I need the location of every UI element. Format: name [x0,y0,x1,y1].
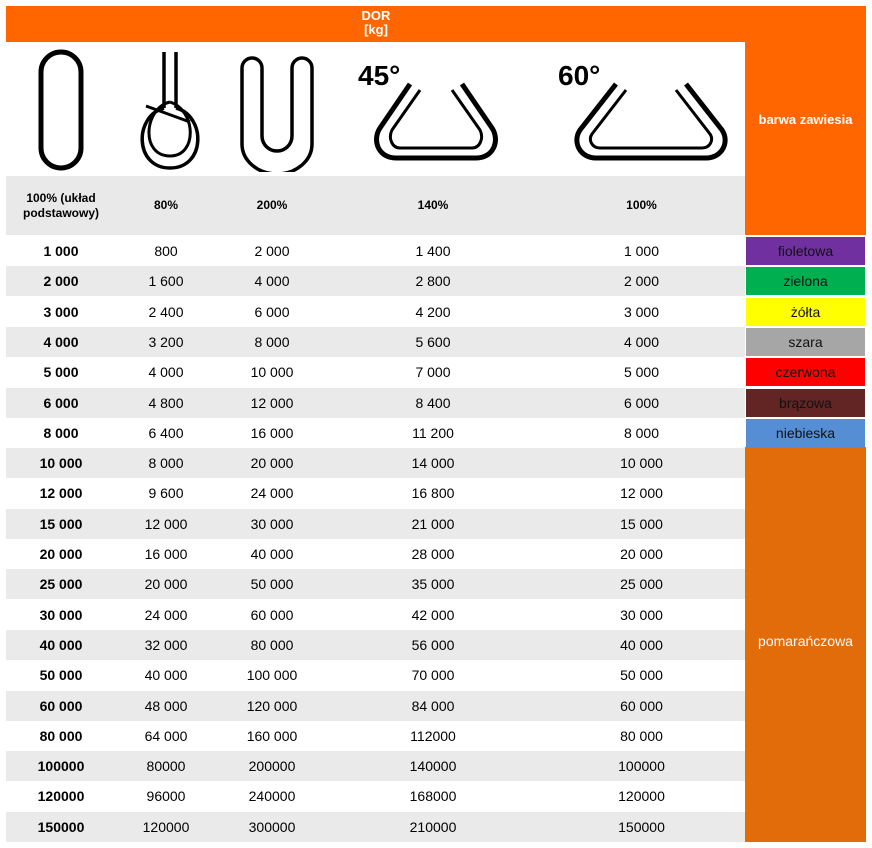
table-cell: 150000 [618,818,665,835]
table-cell: 6 000 [623,394,660,411]
table-cell: 5 000 [623,364,660,381]
table-cell: 8 000 [254,333,290,350]
color-swatch: czerwona [746,358,865,386]
table-row [6,236,745,266]
table-cell: 12 000 [39,485,83,502]
table-cell: 4 000 [148,364,184,381]
table-cell: 80 000 [620,727,663,744]
percent-choke: 80% [153,198,179,212]
table-cell: 20 000 [39,546,83,562]
table-cell: 20 000 [620,546,663,562]
orange-color-label: pomarańczowa [758,633,853,649]
table-row [6,509,745,539]
table-cell: 40 000 [144,667,188,684]
table-row [6,539,745,569]
table-cell: 2 400 [148,303,184,320]
table-row [6,388,745,418]
table-cell: 6 400 [148,424,184,441]
table-cell: 60 000 [250,606,294,623]
header-bar [6,6,866,42]
table-cell: 7 000 [415,364,451,381]
table-cell: 21 000 [411,515,455,532]
table-cell: 80 000 [250,636,294,653]
table-cell: 84 000 [411,697,455,714]
angle-45-label: 45° [358,60,401,91]
table-cell: 16 000 [250,424,294,441]
table-cell: 60 000 [620,697,663,714]
table-cell: 15 000 [620,515,663,532]
icon-row [6,42,745,176]
table-row [6,357,745,387]
table-cell: 10 000 [39,455,83,472]
table-row [6,297,745,327]
table-cell: 48 000 [144,697,188,714]
color-swatch: szara [746,328,865,356]
color-swatch: brązowa [746,389,865,417]
table-cell: 5 600 [415,333,451,350]
table-cell: 10 000 [620,455,663,472]
table-cell: 50 000 [39,667,83,684]
table-cell: 25 000 [620,576,663,593]
table-cell: 42 000 [411,606,455,623]
table-row [6,478,745,508]
table-cell: 12 000 [250,394,294,411]
table-cell: 2 000 [43,273,79,290]
table-cell: 160 000 [246,727,298,744]
color-header-label: barwa zawiesia [758,112,853,127]
table-cell: 28 000 [411,546,455,562]
table-cell: 11 200 [412,424,454,441]
color-swatch: fioletowa [746,237,865,265]
table-cell: 6 000 [254,303,290,320]
table-cell: 4 000 [623,333,660,350]
table-cell: 56 000 [411,636,455,653]
table-cell: 9 600 [148,485,184,502]
color-swatch: zielona [746,267,865,295]
table-cell: 4 800 [148,394,184,411]
table-cell: 30 000 [250,515,294,532]
straight-sling-icon [36,48,86,172]
table-cell: 4 200 [415,303,451,320]
table-cell: 24 000 [144,606,188,623]
table-cell: 100000 [618,758,665,775]
table-row [6,418,745,448]
table-row [6,691,745,721]
table-cell: 6 000 [43,394,79,411]
table-cell: 120 000 [246,697,298,714]
table-cell: 96000 [146,788,186,805]
table-cell: 12 000 [620,485,663,502]
table-cell: 40 000 [39,636,83,653]
table-cell: 300000 [248,818,296,835]
table-cell: 14 000 [411,455,455,472]
color-swatch: żółta [746,298,865,326]
table-cell: 8 000 [148,455,184,472]
table-cell: 8 000 [623,424,660,441]
color-column-header [745,42,866,235]
table-cell: 100 000 [246,667,298,684]
table-row [6,266,745,296]
table-cell: 40 000 [620,636,663,653]
table-cell: 16 800 [411,485,455,502]
table-cell: 50 000 [250,576,294,593]
table-row [6,812,745,842]
table-row [6,660,745,690]
table-cell: 32 000 [144,636,188,653]
table-cell: 1 400 [415,243,451,259]
percent-45: 140% [417,198,449,212]
table-cell: 2 000 [254,243,290,259]
table-cell: 20 000 [250,455,294,472]
table-cell: 200000 [248,758,296,775]
table-cell: 100000 [37,758,85,775]
load-table [6,6,866,842]
table-row [6,630,745,660]
table-cell: 5 000 [43,364,79,381]
table-cell: 15 000 [39,515,83,532]
table-cell: 3 000 [43,303,79,320]
table-cell: 4 000 [43,333,79,350]
table-cell: 3 000 [623,303,660,320]
table-cell: 3 200 [148,333,184,350]
table-row [6,721,745,751]
table-cell: 60 000 [39,697,83,714]
table-row [6,600,745,630]
color-swatch: niebieska [746,419,865,447]
table-cell: 140000 [409,758,457,775]
percent-60: 100% [626,198,657,212]
table-row [6,781,745,811]
table-cell: 35 000 [411,576,455,593]
table-cell: 50 000 [620,667,663,684]
table-cell: 120000 [37,788,85,805]
table-cell: 80 000 [39,727,83,744]
table-row [6,569,745,599]
choke-hitch-icon [124,46,218,174]
table-cell: 120000 [142,818,190,835]
angle-60-label: 60° [558,60,601,91]
table-cell: 8 000 [43,424,79,441]
table-cell: 30 000 [620,606,663,623]
table-cell: 4 000 [254,273,290,290]
table-cell: 1 600 [148,273,184,290]
table-cell: 240000 [248,788,296,805]
orange-color-block [745,447,866,842]
table-cell: 70 000 [411,667,455,684]
table-row [6,327,745,357]
table-cell: 150000 [37,818,85,835]
basket-hitch-icon [232,48,322,172]
table-cell: 2 000 [623,273,660,290]
table-cell: 10 000 [250,364,294,381]
percent-base: 100% (układ podstawowy) [22,190,99,220]
percent-basket: 200% [256,198,288,212]
header-unit: [kg] [364,22,388,37]
table-cell: 210000 [409,818,457,835]
table-cell: 40 000 [250,546,294,562]
basket-45-icon [366,78,506,164]
table-cell: 2 800 [415,273,451,290]
table-cell: 800 [154,243,178,259]
table-cell: 16 000 [144,546,188,562]
header-title: DOR [361,8,391,23]
table-cell: 168000 [409,788,457,805]
table-cell: 120000 [618,788,665,805]
table-row [6,448,745,478]
basket-60-icon [566,78,736,164]
table-cell: 24 000 [250,485,294,502]
table-cell: 1 000 [623,243,660,259]
table-cell: 25 000 [39,576,83,593]
table-cell: 30 000 [39,606,83,623]
table-cell: 8 400 [415,394,451,411]
table-cell: 1 000 [43,243,79,259]
table-cell: 12 000 [144,515,188,532]
table-cell: 112000 [410,727,456,744]
table-row [6,751,745,781]
table-cell: 80000 [146,758,186,775]
table-cell: 64 000 [144,727,188,744]
percent-header-row [6,176,745,235]
table-cell: 20 000 [144,576,188,593]
